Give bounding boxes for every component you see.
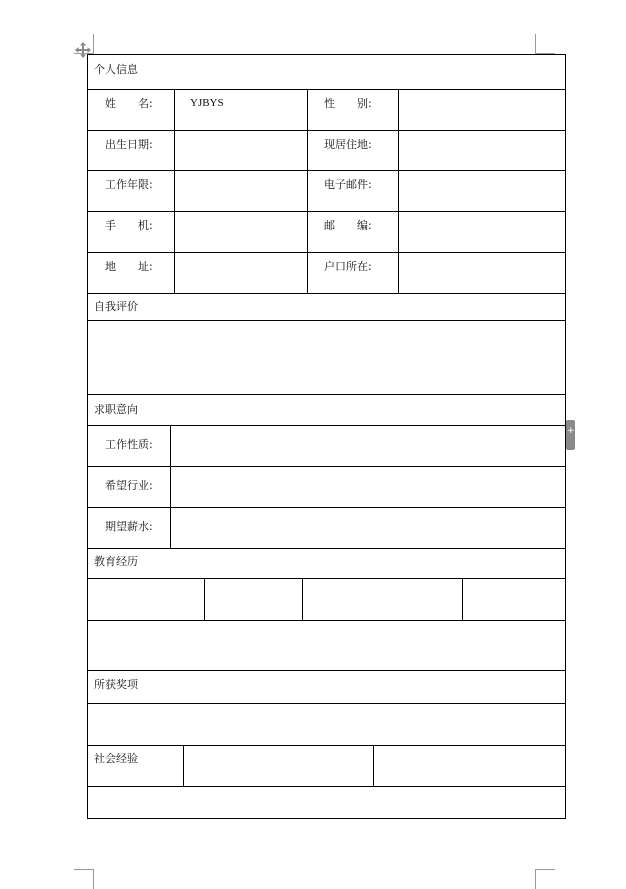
col-line: [462, 578, 463, 620]
row-line: [88, 89, 566, 90]
section-education: 教育经历: [94, 555, 138, 568]
row-line: [88, 548, 566, 549]
label-birth-date: 出生日期:: [105, 138, 153, 151]
crop-mark-bottom-left: [74, 869, 94, 889]
section-self-evaluation: 自我评价: [94, 300, 138, 313]
label-expected-salary: 期望薪水:: [105, 520, 153, 533]
col-line: [170, 425, 171, 548]
row-line: [88, 394, 566, 395]
row-line: [88, 703, 566, 704]
label-work-nature: 工作性质:: [105, 438, 153, 451]
section-personal-info: 个人信息: [94, 63, 138, 76]
col-line: [204, 578, 205, 620]
value-name[interactable]: YJBYS: [190, 97, 224, 109]
label-email: 电子邮件:: [324, 178, 372, 191]
label-work-years: 工作年限:: [105, 178, 153, 191]
col-line: [398, 89, 399, 293]
add-column-handle[interactable]: [566, 420, 575, 450]
row-line: [88, 620, 566, 621]
label-desired-industry: 希望行业:: [105, 479, 153, 492]
row-line: [88, 130, 566, 131]
label-name: 姓 名:: [105, 97, 153, 110]
label-postcode: 邮 编:: [324, 219, 372, 232]
col-line: [307, 89, 308, 293]
row-line: [88, 578, 566, 579]
col-line: [373, 745, 374, 786]
row-line: [88, 425, 566, 426]
row-line: [88, 745, 566, 746]
section-awards: 所获奖项: [94, 678, 138, 691]
col-line: [302, 578, 303, 620]
label-gender: 性 别:: [324, 97, 372, 110]
add-column-icon: +: [567, 426, 575, 436]
row-line: [88, 170, 566, 171]
row-line: [88, 293, 566, 294]
crop-mark-top-right: [535, 34, 555, 54]
col-line: [174, 89, 175, 293]
row-line: [88, 466, 566, 467]
row-line: [88, 252, 566, 253]
row-line: [88, 320, 566, 321]
section-job-intent: 求职意向: [94, 403, 138, 416]
col-line: [183, 745, 184, 786]
resume-form: [87, 54, 566, 819]
label-phone: 手 机:: [105, 219, 153, 232]
section-social-experience: 社会经验: [94, 752, 138, 765]
row-line: [88, 786, 566, 787]
row-line: [88, 670, 566, 671]
row-line: [88, 211, 566, 212]
label-address: 地 址:: [105, 260, 153, 273]
label-hukou: 户口所在:: [324, 260, 372, 273]
crop-mark-bottom-right: [535, 869, 555, 889]
label-residence: 现居住地:: [324, 138, 372, 151]
row-line: [88, 507, 566, 508]
